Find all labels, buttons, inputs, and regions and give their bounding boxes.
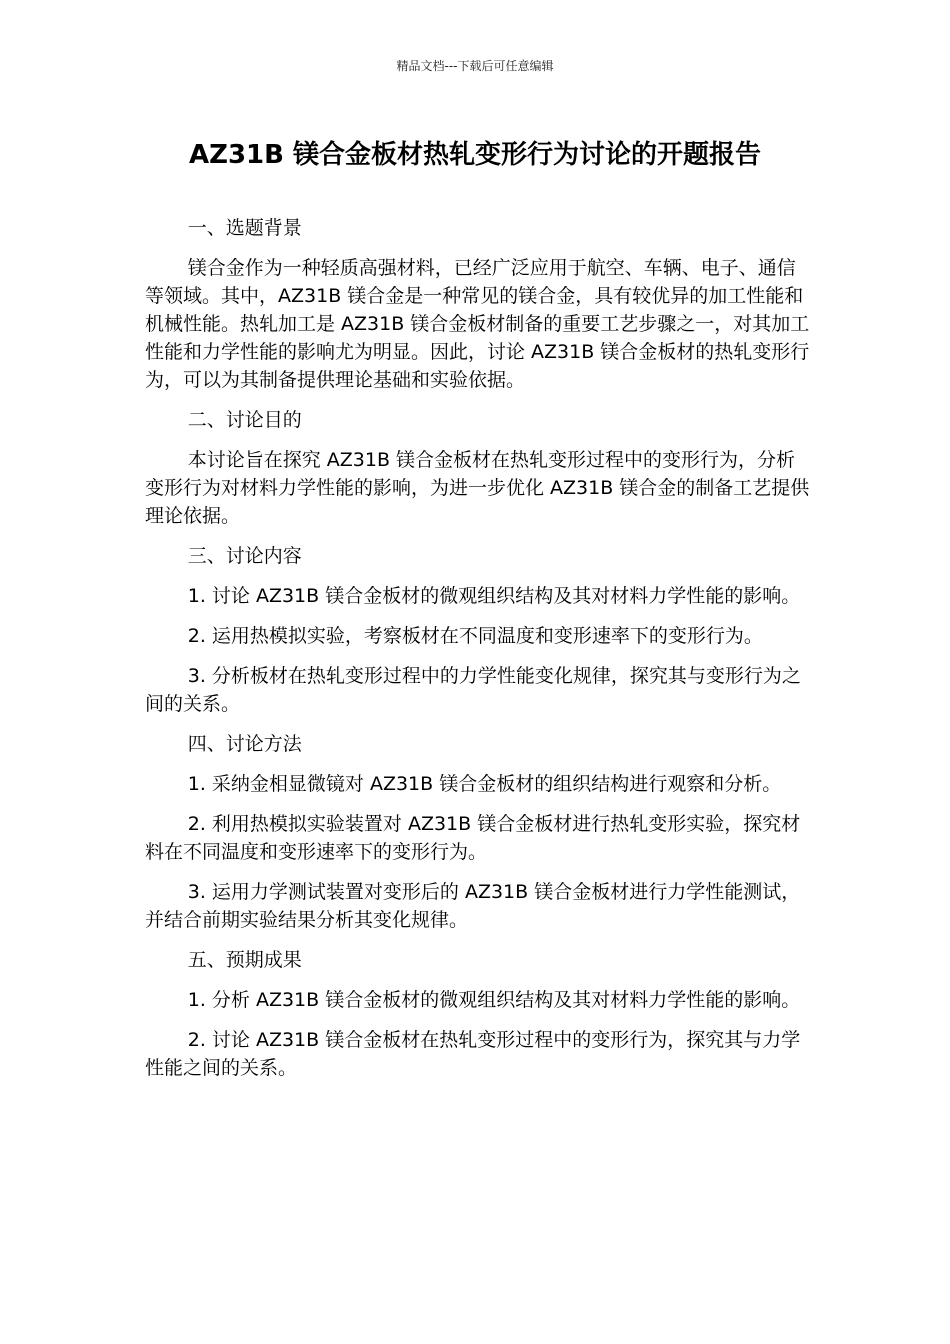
list-item: 2. 讨论 AZ31B 镁合金板材在热轧变形过程中的变形行为，探究其与力学性能之间的关系。: [145, 1029, 801, 1079]
section-expected-results: [145, 946, 810, 1082]
section-content: [145, 542, 810, 718]
paragraph: 镁合金作为一种轻质高强材料，已经广泛应用于航空、车辆、电子、通信等领域。其中，AZ31B 镁合金是一种常见的镁合金，具有较优异的加工性能和机械性能。热轧加工是 AZ31B 镁合金板材制备的重要工艺步骤之一，对其加工性能和力学性能的影响尤为明显。因此，讨论 AZ31B 镁合金板材的热轧变形行为，可以为其制备提供理论基础和实验依据。: [145, 257, 810, 391]
list-item: 2. 运用热模拟实验，考察板材在不同温度和变形速率下的变形行为。: [187, 625, 763, 647]
section-method: [145, 730, 810, 934]
list-item: 2. 利用热模拟实验装置对 AZ31B 镁合金板材进行热轧变形实验，探究材料在不同温度和变形速率下的变形行为。: [145, 813, 801, 863]
document-title: AZ31B 镁合金板材热轧变形行为讨论的开题报告: [188, 140, 762, 170]
section-background: [145, 214, 810, 394]
list-item: 3. 分析板材在热轧变形过程中的力学性能变化规律，探究其与变形行为之间的关系。: [145, 665, 801, 715]
section-heading: 四、讨论方法: [187, 733, 302, 755]
section-heading: 五、预期成果: [187, 949, 302, 971]
section-purpose: [145, 406, 810, 530]
list-item: 1. 采纳金相显微镜对 AZ31B 镁合金板材的组织结构进行观察和分析。: [187, 773, 782, 795]
document-body: [145, 214, 810, 1094]
paragraph: 本讨论旨在探究 AZ31B 镁合金板材在热轧变形过程中的变形行为，分析变形行为对材料力学性能的影响，为进一步优化 AZ31B 镁合金的制备工艺提供理论依据。: [145, 449, 810, 527]
section-heading: 一、选题背景: [187, 217, 302, 239]
list-item: 1. 讨论 AZ31B 镁合金板材的微观组织结构及其对材料力学性能的影响。: [187, 585, 801, 607]
list-item: 1. 分析 AZ31B 镁合金板材的微观组织结构及其对材料力学性能的影响。: [187, 989, 801, 1011]
section-heading: 二、讨论目的: [187, 409, 302, 431]
page-header: 精品文档---下载后可任意编辑: [396, 59, 554, 73]
section-heading: 三、讨论内容: [187, 545, 302, 567]
list-item: 3. 运用力学测试装置对变形后的 AZ31B 镁合金板材进行力学性能测试，并结合前期实验结果分析其变化规律。: [145, 881, 801, 931]
